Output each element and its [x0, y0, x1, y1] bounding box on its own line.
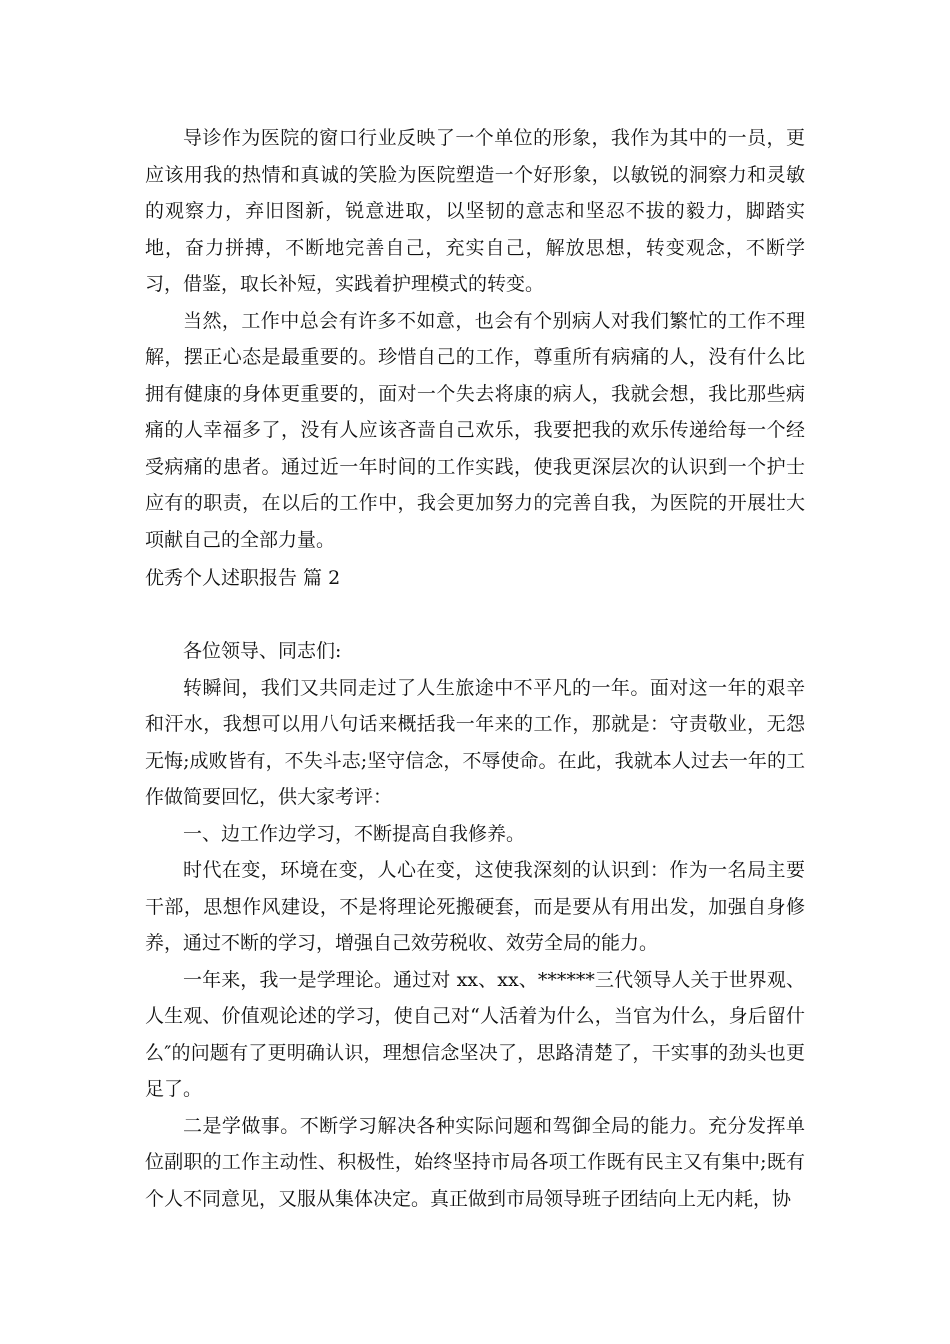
body-paragraph: 时代在变，环境在变，人心在变，这使我深刻的认识到：作为一名局主要干部，思想作风建设，不是将理论死搬硬套，而是要从有用出发，加强自身修养，通过不断的学习，增强自己效劳税收、效劳全局的能力。: [145, 859, 805, 954]
section-2-heading-block: [145, 560, 805, 597]
salutation: 各位领导、同志们:: [183, 640, 342, 662]
body-paragraph: 一、边工作边学习，不断提高自我修养。: [183, 822, 526, 845]
body-paragraph: 二是学做事。不断学习解决各种实际问题和驾御全局的能力。充分发挥单位副职的工作主动性、积极性，始终坚持市局各项工作既有民主又有集中;既有个人不同意见，又服从集体决定。真正做到市局领导班子团结向上无内耗，协: [145, 1114, 805, 1210]
section-heading: 优秀个人述职报告 篇 2: [145, 567, 341, 589]
section-2-body: [145, 633, 805, 1217]
body-paragraph: 一年来，我一是学理论。通过对 xx、xx、******三代领导人关于世界观、人生观、价值观论述的学习，使自己对“人活着为什么，当官为什么，身后留什么″的问题有了更明确认识，理想信念坚决了，思路清楚了，干实事的劲头也更足了。: [145, 968, 805, 1100]
body-paragraph: 转瞬间，我们又共同走过了人生旅途中不平凡的一年。面对这一年的艰辛和汗水，我想可以用八句话来概括我一年来的工作，那就是：守责敬业，无怨无悔;成败皆有，不失斗志;坚守信念，不辱使命。在此，我就本人过去一年的工作做简要回忆，供大家考评：: [145, 676, 805, 808]
section-1-body: [145, 120, 805, 558]
body-paragraph: 当然，工作中总会有许多不如意，也会有个别病人对我们繁忙的工作不理解，摆正心态是最重要的。珍惜自己的工作，尊重所有病痛的人，没有什么比拥有健康的身体更重要的，面对一个失去将康的病人，我就会想，我比那些病痛的人幸福多了，没有人应该吝啬自己欢乐，我要把我的欢乐传递给每一个经受病痛的患者。通过近一年时间的工作实践，使我更深层次的认识到一个护士应有的职责，在以后的工作中，我会更加努力的完善自我，为医院的开展壮大项献自己的全部力量。: [145, 309, 805, 551]
body-paragraph: 导诊作为医院的窗口行业反映了一个单位的形象，我作为其中的一员，更应该用我的热情和真诚的笑脸为医院塑造一个好形象，以敏锐的洞察力和灵敏的观察力，弃旧图新，锐意进取，以坚韧的意志和坚忍不拔的毅力，脚踏实地，奋力拼搏，不断地完善自己，充实自己，解放思想，转变观念，不断学习，借鉴，取长补短，实践着护理模式的转变。: [145, 127, 805, 295]
